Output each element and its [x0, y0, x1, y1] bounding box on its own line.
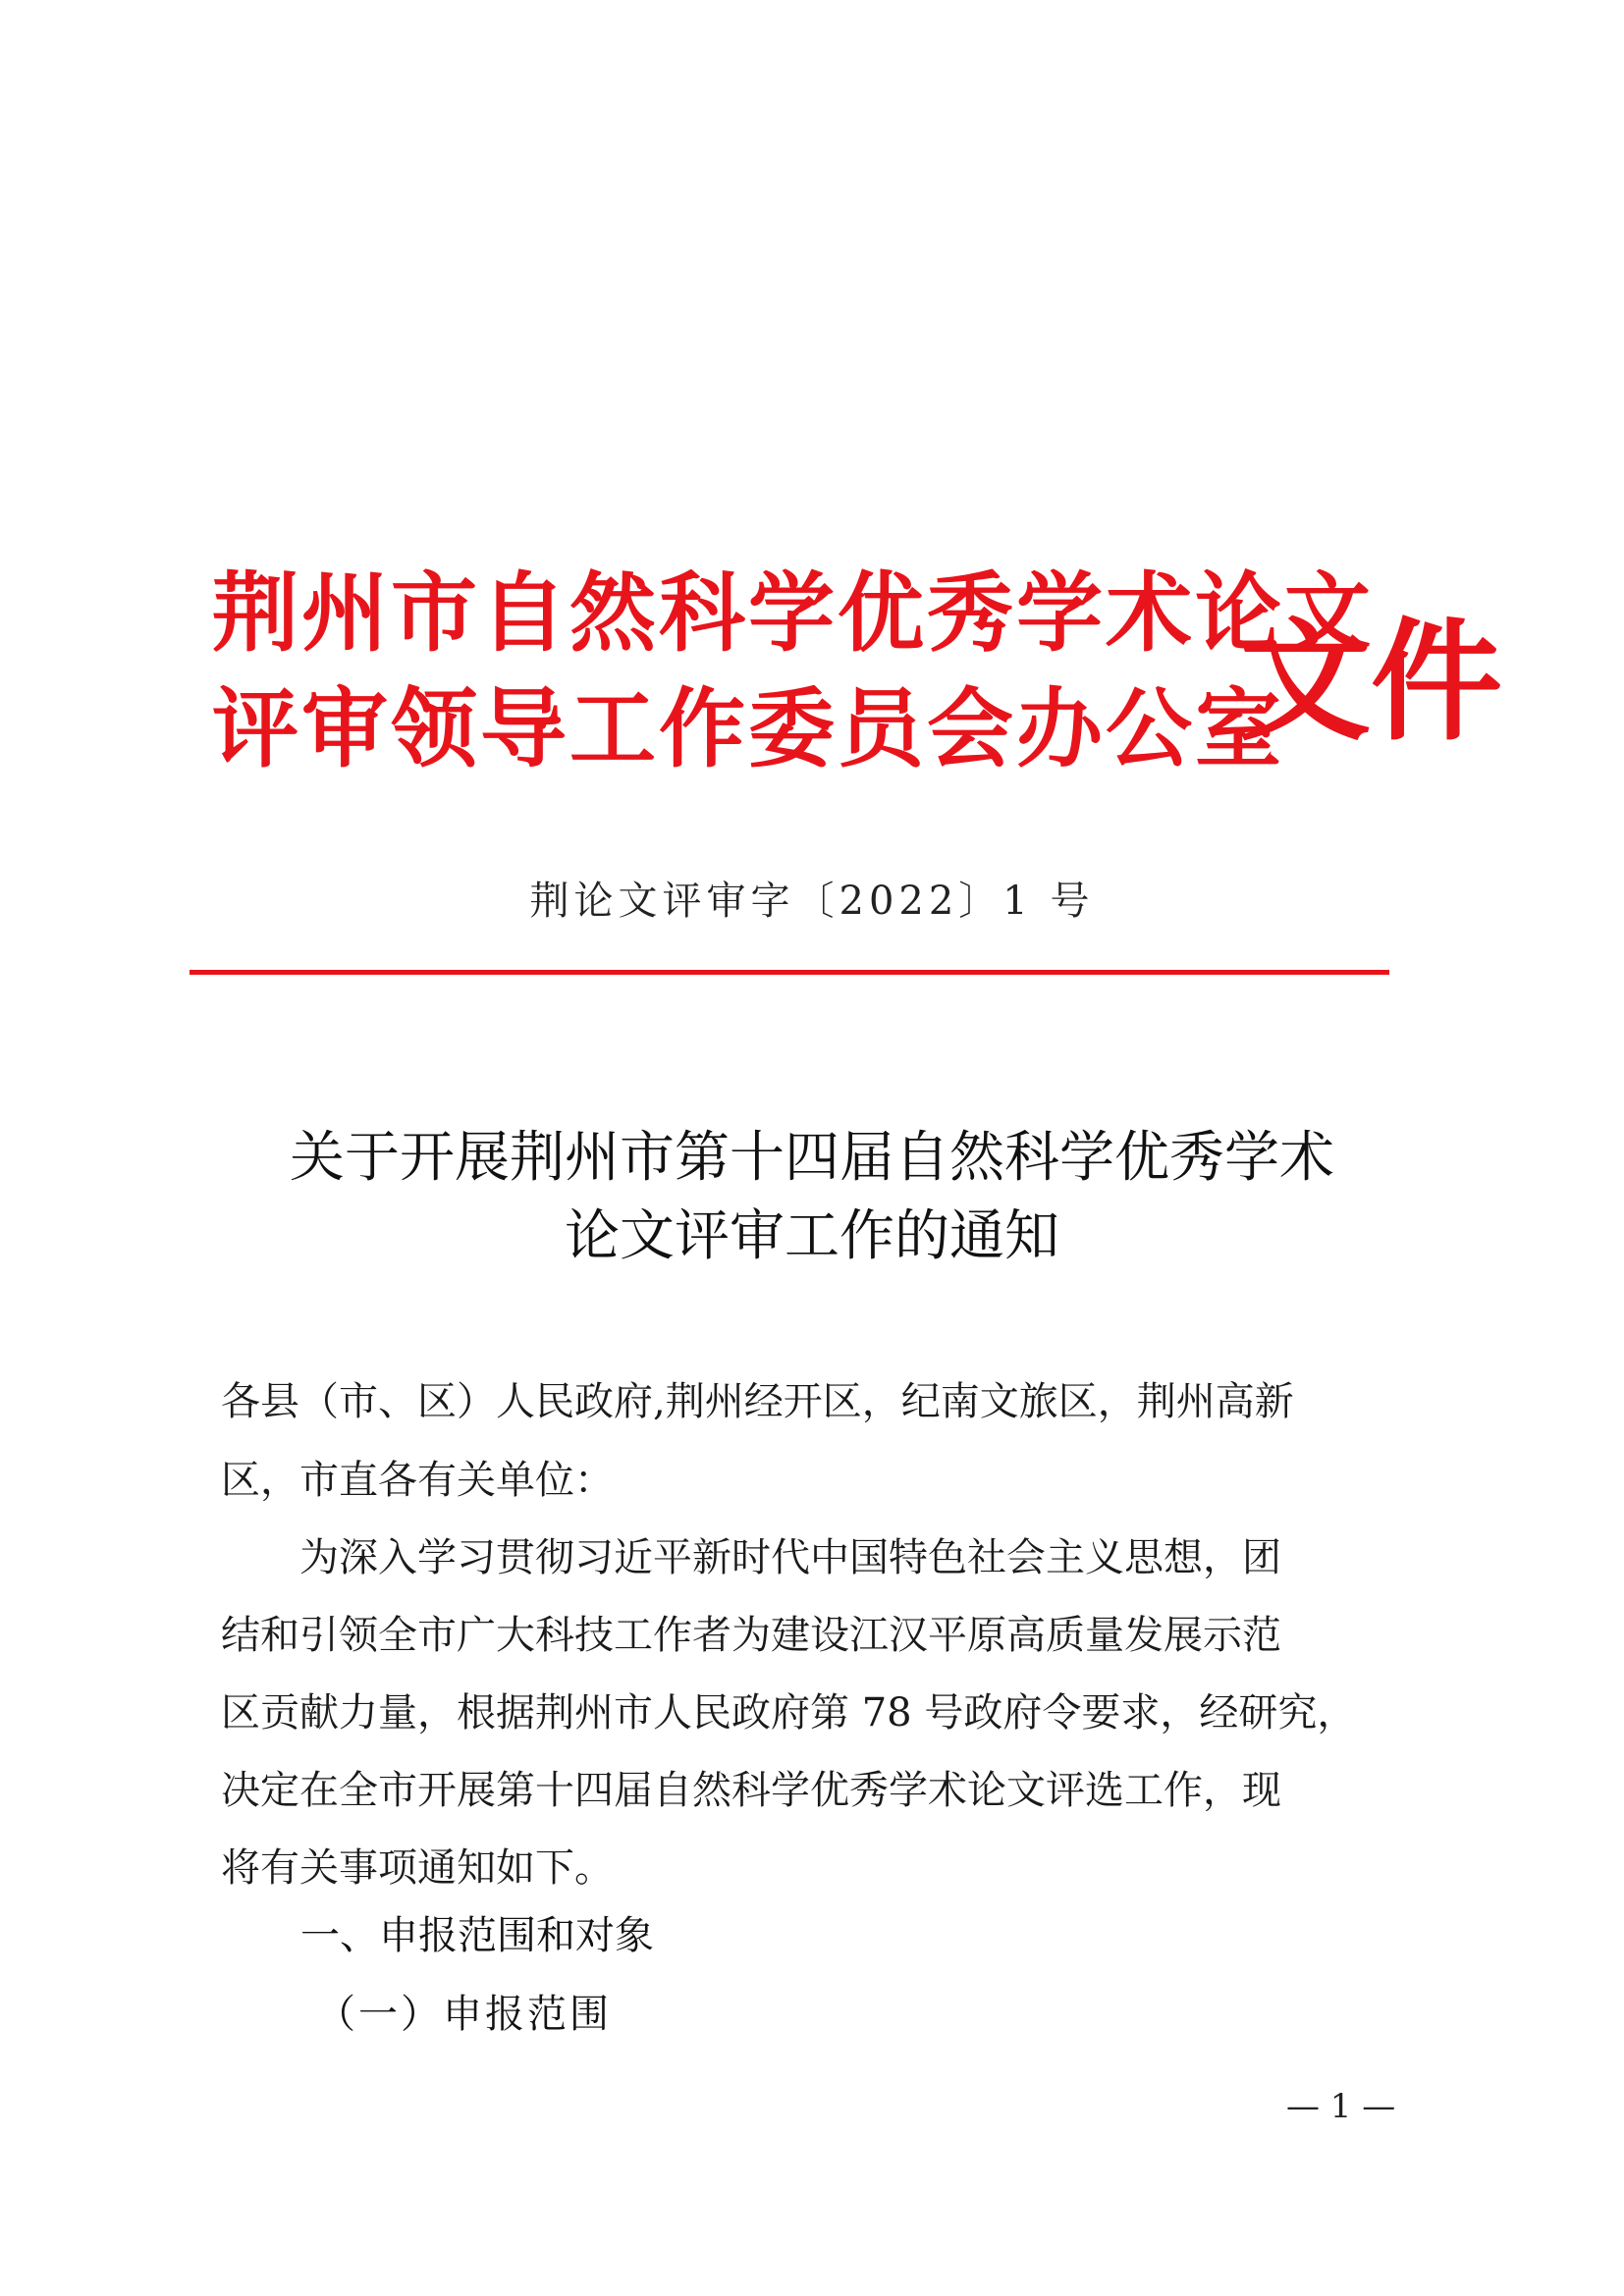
- page-number: — 1 —: [1286, 2087, 1396, 2126]
- issuer-line-1: 荆州市自然科学优秀学术论文: [212, 561, 1375, 664]
- section-heading-1: 一、申报范围和对象: [300, 1913, 654, 1958]
- issuer-line-2: 评审领导工作委员会办公室: [212, 677, 1285, 779]
- paragraph-line-2: 结和引领全市广大科技工作者为建设江汉平原高质量发展示范: [221, 1613, 1281, 1658]
- title-line-2: 论文评审工作的通知: [565, 1204, 1059, 1268]
- red-separator-line: [189, 970, 1389, 975]
- recipients-line-1: 各县（市、区）人民政府,荆州经开区，纪南文旅区，荆州高新: [221, 1379, 1294, 1424]
- paragraph-line-5: 将有关事项通知如下。: [221, 1845, 614, 1891]
- recipients-line-2: 区，市直各有关单位：: [221, 1458, 614, 1503]
- document-number: 荆论文评审字〔2022〕1 号: [529, 879, 1095, 924]
- paragraph-line-3: 区贡献力量，根据荆州市人民政府第 78 号政府令要求，经研究，: [221, 1690, 1357, 1735]
- document-title: [0, 1119, 1624, 1276]
- title-line-1: 关于开展荆州市第十四届自然科学优秀学术: [290, 1126, 1334, 1190]
- paragraph-line-1: 为深入学习贯彻习近平新时代中国特色社会主义思想，团: [221, 1535, 1281, 1580]
- paragraph-line-4: 决定在全市开展第十四届自然科学优秀学术论文评选工作，现: [221, 1768, 1281, 1813]
- subsection-heading-1: （一）申报范围: [316, 1992, 612, 2037]
- issuer-suffix-wenjian: 文件: [1239, 606, 1503, 759]
- issuer-block: [212, 555, 1374, 786]
